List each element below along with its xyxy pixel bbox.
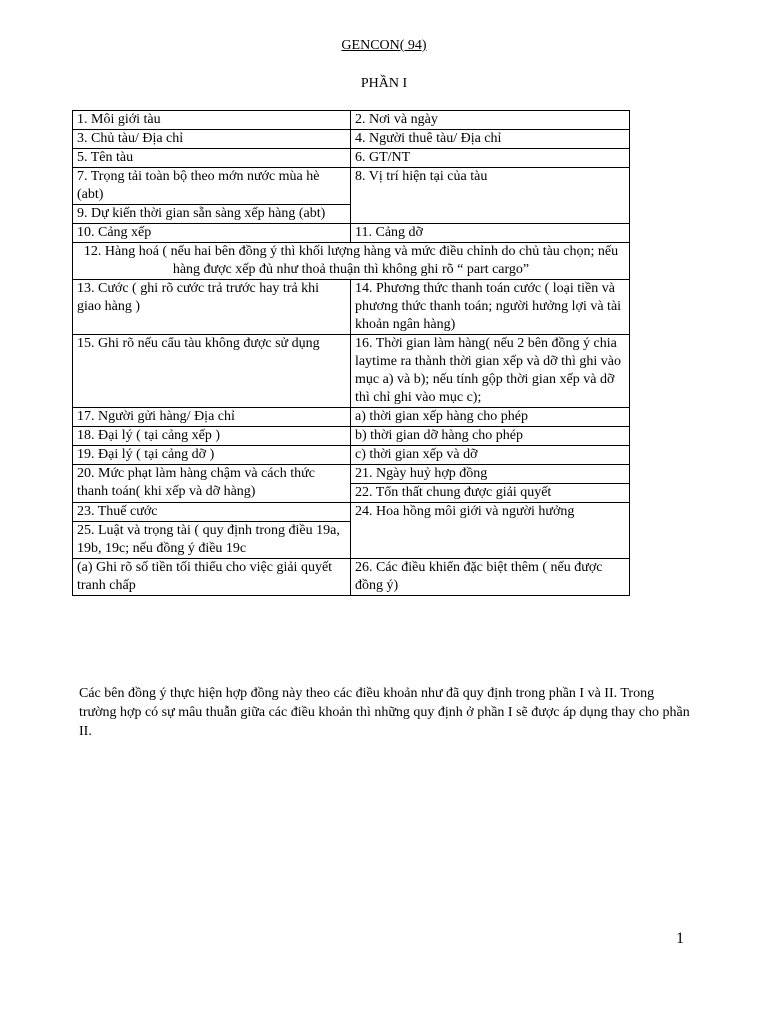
field-14-freight-payment: 14. Phương thức thanh toán cước ( loại tiền và phương thức thanh toán; người hưởng lợi và tài khoản ngân hàng) — [351, 280, 630, 335]
field-25a-small-claims: (a) Ghi rõ số tiền tối thiểu cho việc giải quyết tranh chấp — [73, 559, 351, 596]
field-20-demurrage: 20. Mức phạt làm hàng chậm và cách thức thanh toán( khi xếp và dỡ hàng) — [73, 465, 351, 503]
charter-party-form-table — [72, 110, 630, 596]
part-heading: PHẦN I — [360, 76, 408, 91]
field-6-gt-nt: 6. GT/NT — [351, 149, 630, 168]
field-8-present-position: 8. Vị trí hiện tại của tàu — [351, 168, 630, 224]
document-title: GENCON( 94) — [341, 38, 427, 53]
field-3-owners: 3. Chủ tàu/ Địa chỉ — [73, 130, 351, 149]
field-26-additional-clauses: 26. Các điều khiển đặc biệt thêm ( nếu được đồng ý) — [351, 559, 630, 596]
field-5-vessel-name: 5. Tên tàu — [73, 149, 351, 168]
closing-paragraph: Các bên đồng ý thực hiện hợp đồng này theo các điều khoản như đã quy định trong phần I và II. Trong trường hợp có sự mâu thuẫn giữa các điều khoản thì những quy định ở phần I sẽ được áp dụng thay cho phần II. — [79, 686, 690, 739]
field-17-shippers: 17. Người gửi hàng/ Địa chỉ — [73, 408, 351, 427]
field-1-shipbroker: 1. Môi giới tàu — [73, 111, 351, 130]
field-9-expected-ready: 9. Dự kiến thời gian sẵn sàng xếp hàng (abt) — [73, 205, 351, 224]
field-11-discharging-port: 11. Cảng dỡ — [351, 224, 630, 243]
field-16b-laytime-discharging: b) thời gian dỡ hàng cho phép — [351, 427, 630, 446]
field-19-agents-discharging: 19. Đại lý ( tại cảng dỡ ) — [73, 446, 351, 465]
field-10-loading-port: 10. Cảng xếp — [73, 224, 351, 243]
field-15-cranes: 15. Ghi rõ nếu cẩu tàu không được sử dụng — [73, 335, 351, 408]
page-number: 1 — [676, 930, 684, 947]
field-12-cargo: 12. Hàng hoá ( nếu hai bên đồng ý thì khối lượng hàng và mức điều chỉnh do chủ tàu chọn; nếu hàng được xếp đủ như thoả thuận thì không ghi rõ “ part cargo” — [73, 243, 630, 280]
field-4-charterers: 4. Người thuê tàu/ Địa chỉ — [351, 130, 630, 149]
field-22-general-average: 22. Tổn thất chung được giải quyết — [351, 484, 630, 503]
field-25-law-arbitration: 25. Luật và trọng tài ( quy định trong điều 19a, 19b, 19c; nếu đồng ý điều 19c — [73, 522, 351, 559]
field-24-brokerage: 24. Hoa hồng môi giới và người hưởng — [351, 503, 630, 559]
field-2-place-date: 2. Nơi và ngày — [351, 111, 630, 130]
field-13-freight-rate: 13. Cước ( ghi rõ cước trả trước hay trả khi giao hàng ) — [73, 280, 351, 335]
field-7-deadweight: 7. Trọng tải toàn bộ theo mớn nước mùa hè (abt) — [73, 168, 351, 205]
field-16a-laytime-loading: a) thời gian xếp hàng cho phép — [351, 408, 630, 427]
field-16-laytime: 16. Thời gian làm hàng( nếu 2 bên đồng ý chia laytime ra thành thời gian xếp và dỡ thì ghi vào mục a) và b); nếu tính gộp thời gian xếp và dỡ thì chỉ ghi vào mục c); — [351, 335, 630, 408]
field-16c-laytime-total: c) thời gian xếp và dỡ — [351, 446, 630, 465]
field-21-cancelling-date: 21. Ngày huỷ hợp đồng — [351, 465, 630, 484]
field-18-agents-loading: 18. Đại lý ( tại cảng xếp ) — [73, 427, 351, 446]
field-23-freight-tax: 23. Thuế cước — [73, 503, 351, 522]
